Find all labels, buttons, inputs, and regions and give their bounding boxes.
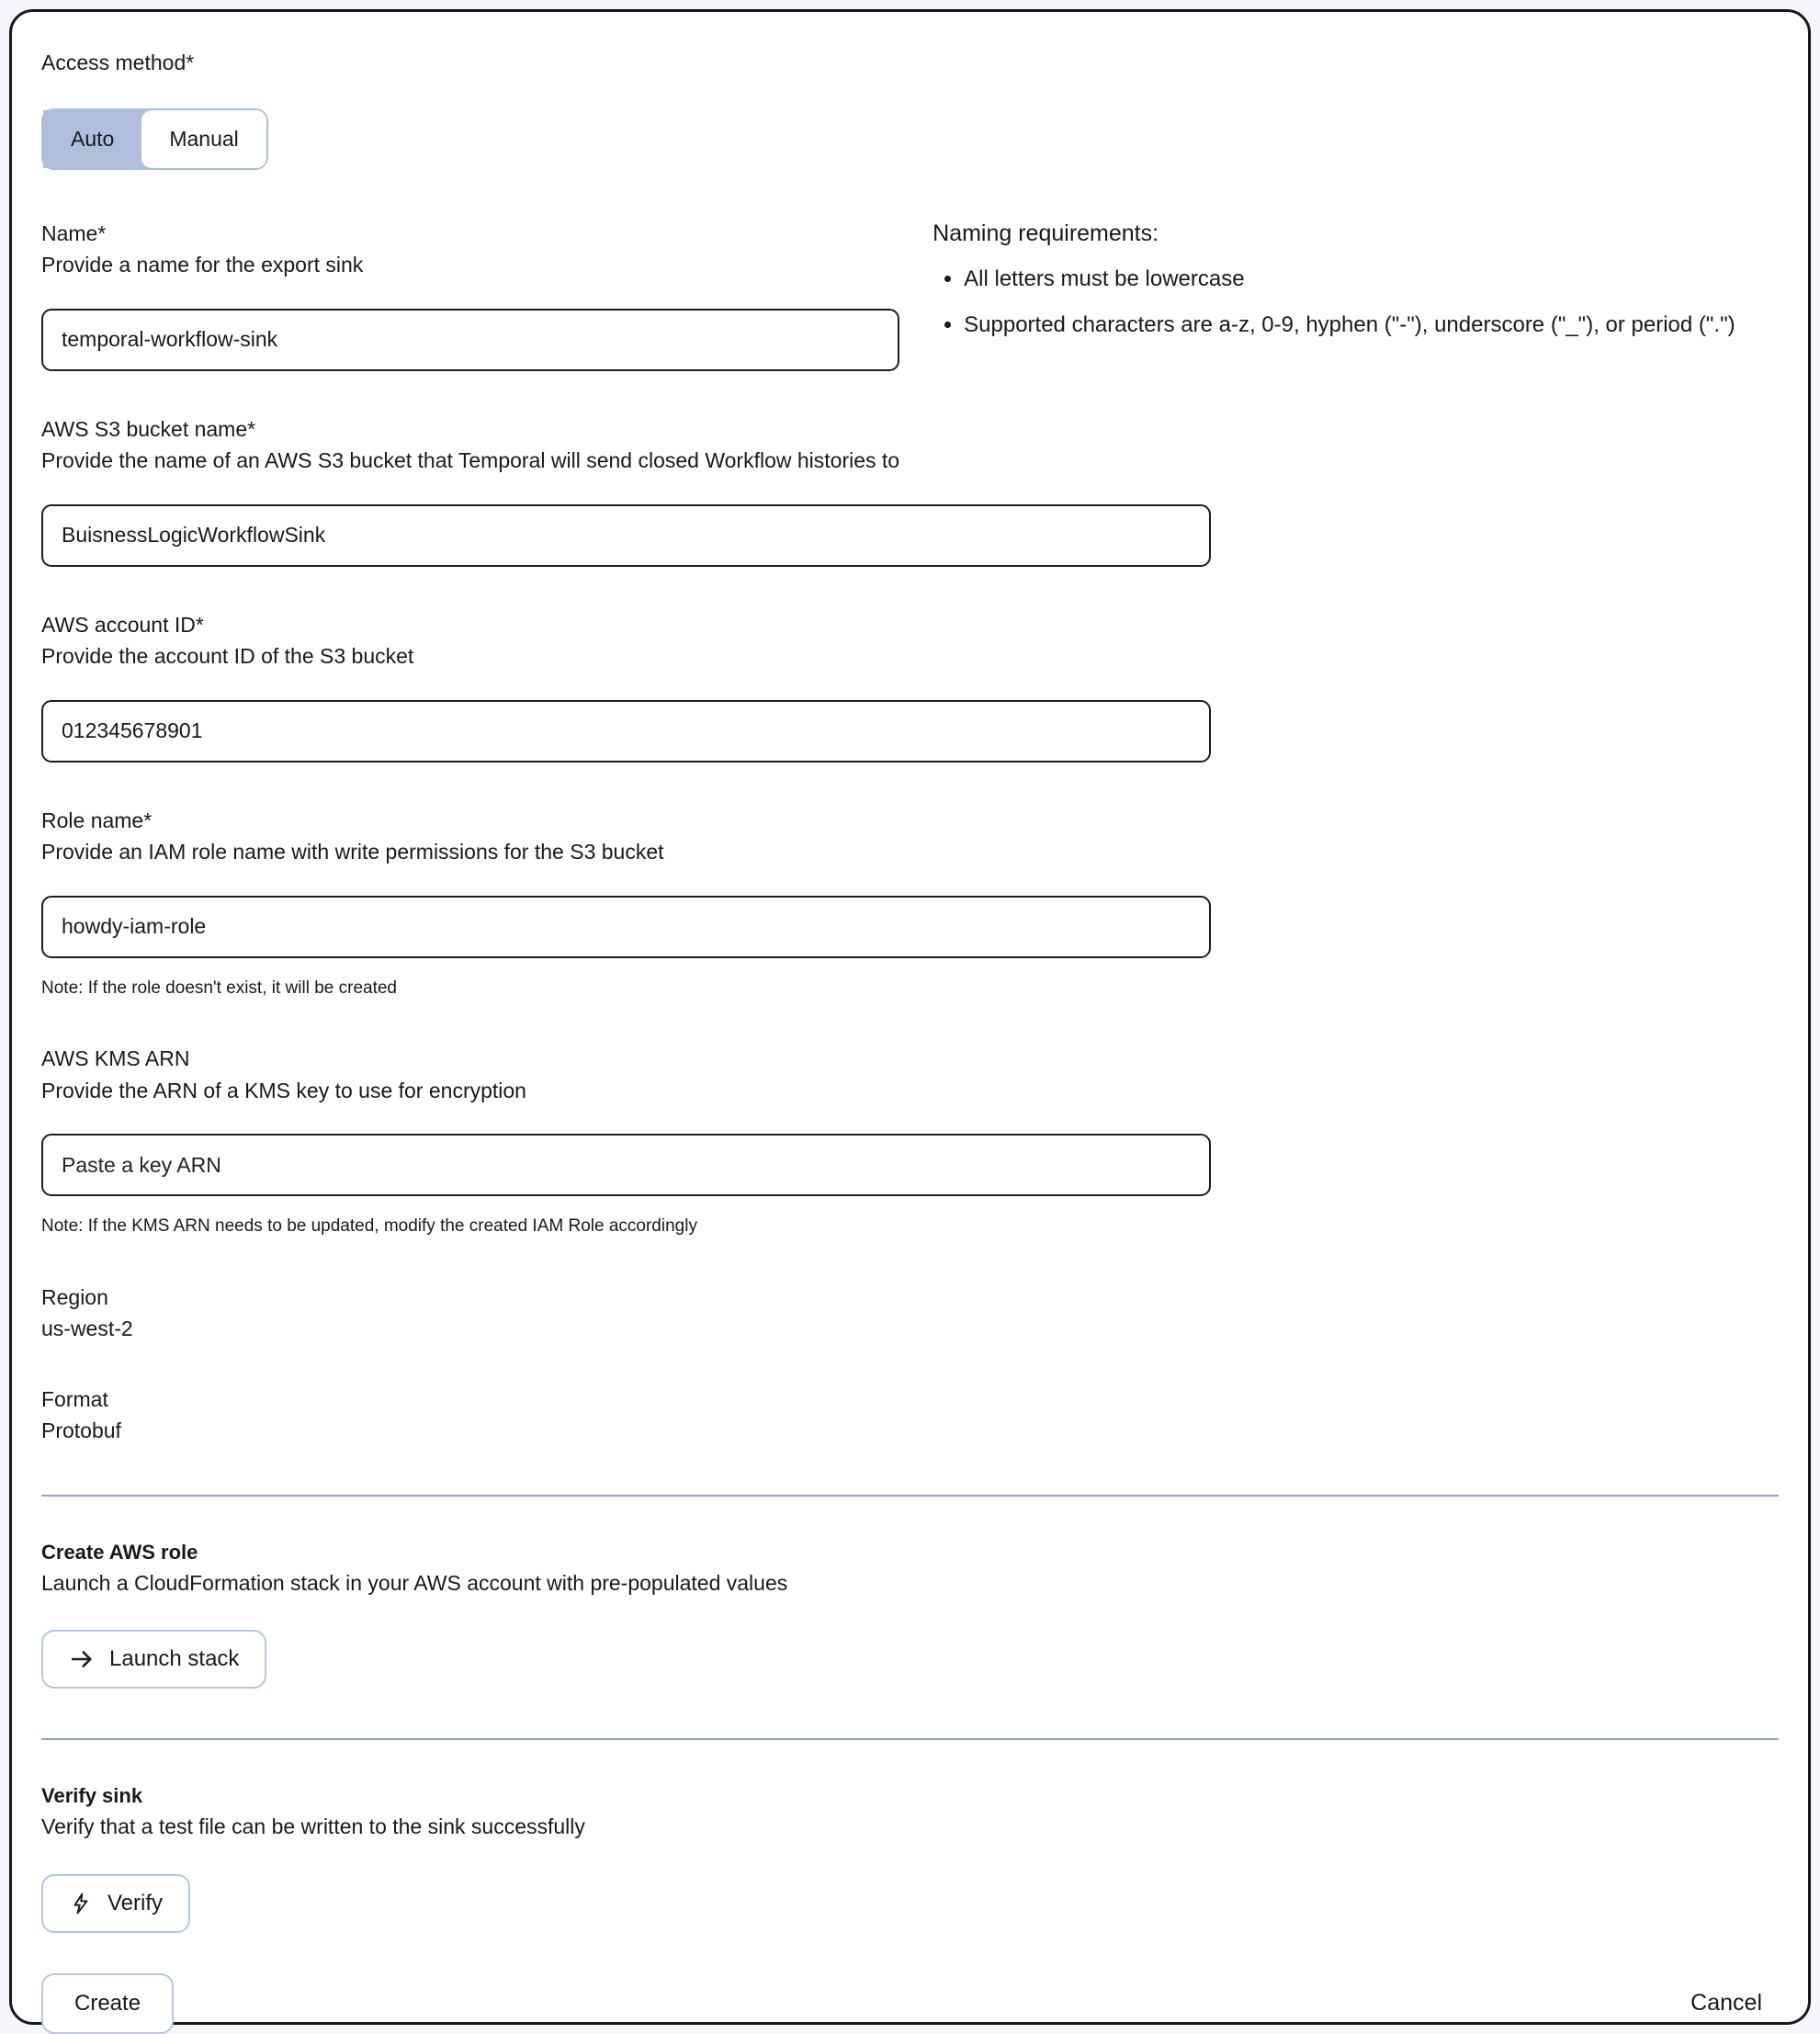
create-aws-role-description: Launch a CloudFormation stack in your AWS account with pre-populated values (41, 1570, 788, 1595)
access-method-toggle (41, 108, 268, 170)
launch-stack-button[interactable] (41, 1630, 266, 1689)
lightning-icon (69, 1892, 93, 1915)
launch-stack-button-label: Launch stack (109, 1646, 240, 1672)
name-field (41, 218, 899, 371)
format-value: Protobuf (41, 1418, 121, 1443)
bucket-description: Provide the name of an AWS S3 bucket that Temporal will send closed Workflow histories to (41, 448, 900, 472)
account-id-description: Provide the account ID of the S3 bucket (41, 644, 414, 668)
bucket-label: AWS S3 bucket name* (41, 416, 256, 441)
arrow-right-icon (69, 1646, 95, 1672)
name-label: Name* (41, 220, 107, 245)
access-method-option-manual[interactable]: Manual (141, 110, 266, 168)
export-sink-form-card (9, 9, 1811, 2025)
access-method-option-auto[interactable]: Auto (43, 110, 141, 168)
kms-arn-input[interactable] (41, 1134, 1211, 1196)
cancel-button[interactable]: Cancel (1690, 1990, 1779, 2017)
region-value: us-west-2 (41, 1316, 133, 1341)
naming-requirement-item: • All letters must be lowercase (964, 263, 1779, 296)
verify-button[interactable] (41, 1874, 190, 1933)
account-id-field (41, 609, 1779, 763)
naming-requirement-item: • Supported characters are a-z, 0-9, hyphen ("-"), underscore ("_"), or period (".") (964, 309, 1779, 342)
form-footer (41, 1973, 1779, 2034)
role-name-field (41, 805, 1779, 1001)
section-divider (41, 1738, 1779, 1740)
format-label: Format (41, 1386, 108, 1411)
kms-arn-field (41, 1043, 1779, 1239)
name-description: Provide a name for the export sink (41, 253, 364, 277)
format-info (41, 1384, 1779, 1447)
section-divider (41, 1495, 1779, 1497)
role-name-label: Role name* (41, 808, 153, 832)
role-name-input[interactable] (41, 896, 1211, 958)
verify-sink-description: Verify that a test file can be written to the sink successfully (41, 1814, 585, 1839)
kms-arn-label: AWS KMS ARN (41, 1046, 190, 1071)
role-name-description: Provide an IAM role name with write permissions for the S3 bucket (41, 840, 664, 864)
naming-requirements (931, 218, 1779, 371)
create-aws-role-section (41, 1537, 1779, 1689)
region-info (41, 1282, 1779, 1345)
access-method-label: Access method* (41, 51, 195, 74)
create-button[interactable]: Create (41, 1973, 174, 2034)
create-aws-role-title: Create AWS role (41, 1540, 198, 1564)
verify-button-label: Verify (107, 1890, 164, 1915)
name-input[interactable] (41, 309, 899, 371)
bucket-field (41, 413, 1779, 567)
verify-sink-section (41, 1780, 1779, 1933)
naming-requirements-title: Naming requirements: (933, 220, 1159, 246)
kms-arn-note: Note: If the KMS ARN needs to be updated, modify the created IAM Role accordingly (41, 1216, 697, 1237)
role-name-note: Note: If the role doesn't exist, it will be created (41, 977, 397, 998)
kms-arn-description: Provide the ARN of a KMS key to use for encryption (41, 1078, 526, 1102)
name-and-naming-requirements-row (41, 218, 1779, 371)
bucket-input[interactable] (41, 504, 1211, 567)
account-id-input[interactable] (41, 700, 1211, 763)
verify-sink-title: Verify sink (41, 1784, 143, 1808)
naming-requirements-list (933, 263, 1779, 342)
region-label: Region (41, 1284, 108, 1309)
account-id-label: AWS account ID* (41, 612, 204, 637)
